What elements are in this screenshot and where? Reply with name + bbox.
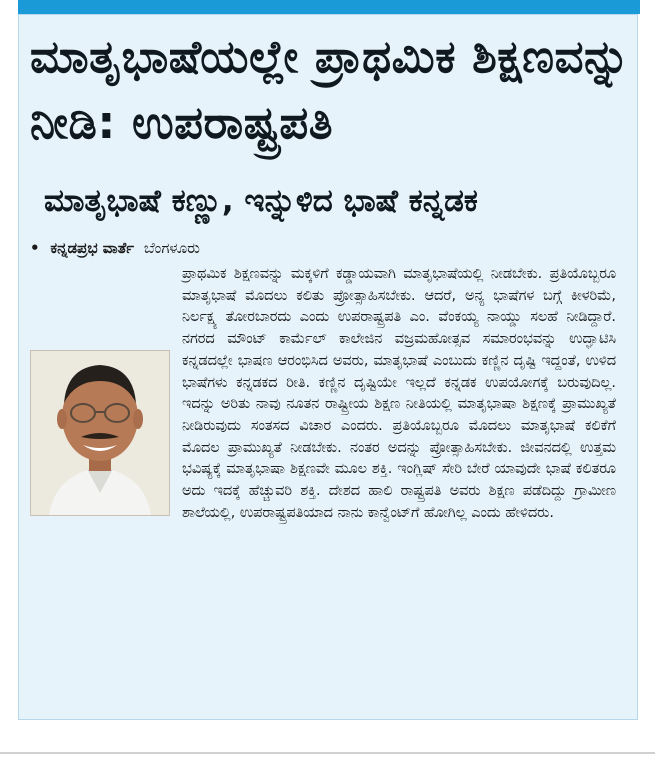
page-divider <box>0 752 655 754</box>
top-accent-bar <box>18 0 640 14</box>
article-body-column <box>30 264 616 524</box>
article-headline: ಮಾತೃಭಾಷೆಯಲ್ಲೇ ಪ್ರಾಥಮಿಕ ಶಿಕ್ಷಣವನ್ನು ನೀಡಿ: ಉಪರಾಷ್ಟ್ರಪತಿ <box>30 30 630 149</box>
article-subheadline: ಮಾತೃಭಾಷೆ ಕಣ್ಣು, ಇನ್ನುಳಿದ ಭಾಷೆ ಕನ್ನಡಕ <box>44 183 478 219</box>
article-byline <box>30 238 590 258</box>
byline-publication: ಕನ್ನಡಪ್ರಭ ವಾರ್ತೆ <box>50 239 135 257</box>
byline-place: ಬೆಂಗಳೂರು <box>143 239 200 257</box>
portrait-image <box>31 351 169 515</box>
article-photo <box>30 350 170 516</box>
article-body-text: ಪ್ರಾಥಮಿಕ ಶಿಕ್ಷಣವನ್ನು ಮಕ್ಕಳಿಗೆ ಕಡ್ಡಾಯವಾಗಿ ಮಾತೃಭಾಷೆಯಲ್ಲಿ ನೀಡಬೇಕು. ಪ್ರತಿಯೊಬ್ಬರೂ ಮಾತೃಭಾಷೆ ಮೊದಲು ಕಲಿತು ಪ್ರೋತ್ಸಾಹಿಸಬೇಕು. ಆದರೆ, ಅನ್ಯ ಭಾಷೆಗಳ ಬಗ್ಗೆ ಕೀಳರಿಮೆ, ನಿರ್ಲಕ್ಷ್ಯ ತೋರಬಾರದು ಎಂದು ಉಪರಾಷ್ಟ್ರಪತಿ ಎಂ. ವೆಂಕಯ್ಯ ನಾಯ್ಡು ಸಲಹೆ ನೀಡಿದ್ದಾರೆ. ನಗರದ ಮೌಂಟ್ ಕಾರ್ಮೆಲ್ ಕಾಲೇಜಿನ ವಜ್ರಮಹೋತ್ಸವ ಸಮಾರಂಭವನ್ನು ಉದ್ಘಾಟಿಸಿ ಕನ್ನಡದಲ್ಲೇ ಭಾಷಣ ಆರಂಭಿಸಿದ ಅವರು, ಮಾತೃಭಾಷೆ ಎಂಬುದು ಕಣ್ಣಿನ ದೃಷ್ಟಿ ಇದ್ದಂತೆ, ಉಳಿದ ಭಾಷೆಗಳು ಕನ್ನಡಕದ ರೀತಿ. ಕಣ್ಣಿನ ದೃಷ್ಟಿಯೇ ಇಲ್ಲದೆ ಕನ್ನಡಕ ಉಪಯೋಗಕ್ಕೆ ಬರುವುದಿಲ್ಲ. ಇದನ್ನು ಅರಿತು ನಾವು ನೂತನ ರಾಷ್ಟ್ರೀಯ ಶಿಕ್ಷಣ ನೀತಿಯಲ್ಲಿ ಮಾತೃಭಾಷಾ ಶಿಕ್ಷಣಕ್ಕೆ ಪ್ರಾಮುಖ್ಯತೆ ನೀಡಿರುವುದು ಸಂತಸದ ವಿಚಾರ ಎಂದರು. ಪ್ರತಿಯೊಬ್ಬರೂ ಮೊದಲು ಮಾತೃಭಾಷೆ ಕಲಿಕೆಗೆ ಮೊದಲ ಪ್ರಾಮುಖ್ಯತೆ ನೀಡಬೇಕು. ನಂತರ ಅದನ್ನು ಪ್ರೋತ್ಸಾಹಿಸಬೇಕು. ಜೀವನದಲ್ಲಿ ಉತ್ತಮ ಭವಿಷ್ಯಕ್ಕೆ ಮಾತೃಭಾಷಾ ಶಿಕ್ಷಣವೇ ಮೂಲ ಶಕ್ತಿ. ಇಂಗ್ಲಿಷ್ ಸೇರಿ ಬೇರೆ ಯಾವುದೇ ಭಾಷೆ ಕಲಿತರೂ ಅದು ಇದಕ್ಕೆ ಹೆಚ್ಚುವರಿ ಶಕ್ತಿ. ದೇಶದ ಹಾಲಿ ರಾಷ್ಟ್ರಪತಿ ಅವರು ಶಿಕ್ಷಣ ಪಡೆದಿದ್ದು ಗ್ರಾಮೀಣ ಶಾಲೆಯಲ್ಲಿ, ಉಪರಾಷ್ಟ್ರಪತಿಯಾದ ನಾನು ಕಾನ್ವೆಂಟ್‌ಗೆ ಹೋಗಿಲ್ಲ ಎಂದು ಹೇಳಿದರು. <box>182 266 616 521</box>
byline-bullet: • <box>30 239 40 257</box>
